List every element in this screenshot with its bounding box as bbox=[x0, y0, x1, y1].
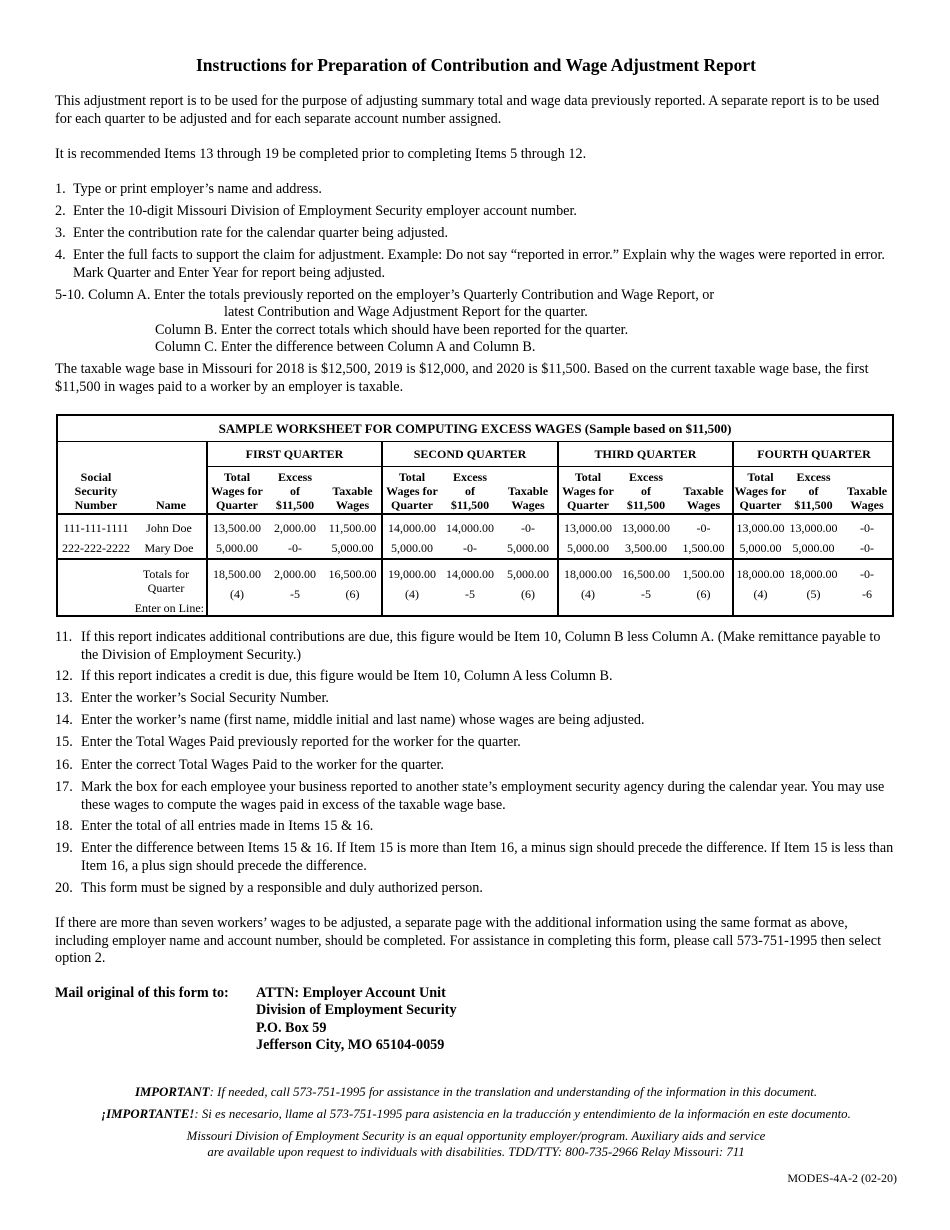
divider bbox=[559, 466, 732, 467]
header-line: Taxable bbox=[332, 484, 373, 498]
item-5-10-line-2: latest Contribution and Wage Adjustment Report for the quarter. bbox=[224, 304, 588, 320]
item-text: If this report indicates additional contributions are due, this figure would be Item 10, Column B less Column A. (Make remittance payable to the Division of Employment Security.) bbox=[81, 629, 881, 663]
total-cell: 16,500.00 bbox=[622, 567, 670, 581]
total-cell: 18,000.00 bbox=[789, 567, 838, 581]
header-line: Excess bbox=[629, 470, 663, 484]
line-ref-cell: (5) bbox=[806, 587, 821, 601]
mail-address-line: P.O. Box 59 bbox=[256, 1020, 327, 1036]
form-number: MODES-4A-2 (02-20) bbox=[787, 1171, 897, 1185]
header-line: Taxable bbox=[683, 484, 724, 498]
list-item bbox=[55, 880, 897, 898]
value-cell: 3,500.00 bbox=[625, 541, 667, 555]
totals-label bbox=[128, 567, 204, 595]
header-line: Security bbox=[74, 484, 118, 498]
value-cell: 13,000.00 bbox=[789, 521, 838, 535]
divider bbox=[208, 466, 381, 467]
list-item bbox=[55, 712, 897, 730]
divider bbox=[734, 466, 894, 467]
total-wages-header bbox=[559, 470, 617, 512]
item-number: 16. bbox=[55, 757, 73, 773]
ssn-header bbox=[58, 470, 134, 512]
value-cell: 5,000.00 bbox=[792, 541, 835, 555]
value-cell: -0- bbox=[860, 541, 874, 555]
item-number: 12. bbox=[55, 668, 73, 684]
line-ref-cell: (4) bbox=[405, 587, 419, 601]
value-cell: 5,000.00 bbox=[391, 541, 433, 555]
list-item bbox=[55, 225, 897, 243]
mail-label: Mail original of this form to: bbox=[55, 985, 229, 1001]
excess-header bbox=[441, 470, 499, 512]
importante-text: : Si es necesario, llame al 573-751-1995 para asistencia en la traducción y entendimiento de la información en este documento. bbox=[194, 1107, 851, 1121]
list-item bbox=[55, 690, 897, 708]
line-ref-cell: -5 bbox=[290, 587, 300, 601]
list-item bbox=[55, 734, 897, 752]
line-ref-cell: (4) bbox=[581, 587, 595, 601]
item-number: 15. bbox=[55, 734, 73, 750]
totals-label-line: Totals for bbox=[142, 567, 190, 581]
item-number: 17. bbox=[55, 779, 73, 795]
list-item bbox=[55, 247, 897, 283]
list-item bbox=[55, 757, 897, 775]
taxable-wages-header bbox=[499, 484, 557, 512]
value-cell: 14,000.00 bbox=[388, 521, 436, 535]
list-item bbox=[55, 668, 897, 686]
item-text: Enter the full facts to support the claim for adjustment. Example: Do not say “reported in error.” Explain why the wages were reported in error. Mark Quarter and Enter Year for report being adjusted. bbox=[73, 247, 885, 281]
header-line: Wages for bbox=[211, 484, 263, 498]
value-cell: 2,000.00 bbox=[274, 521, 316, 535]
item-text: Type or print employer’s name and address. bbox=[73, 181, 322, 197]
header-line: Quarter bbox=[739, 498, 782, 512]
header-line: Wages bbox=[850, 498, 884, 512]
excess-header bbox=[266, 470, 324, 512]
item-number: 18. bbox=[55, 818, 73, 834]
value-cell: 13,500.00 bbox=[213, 521, 261, 535]
line-ref-cell: (6) bbox=[521, 587, 535, 601]
list-item bbox=[55, 181, 897, 199]
item-text: If this report indicates a credit is due, this figure would be Item 10, Column A less Column B. bbox=[81, 668, 613, 684]
name-cell: John Doe bbox=[146, 521, 192, 535]
header-line: Wages bbox=[335, 498, 370, 512]
line-ref-cell: (6) bbox=[345, 587, 360, 601]
ssn-cell: 111-111-1111 bbox=[63, 521, 129, 535]
total-cell: 2,000.00 bbox=[274, 567, 316, 581]
total-cell: 18,500.00 bbox=[213, 567, 261, 581]
item-number: 20. bbox=[55, 880, 73, 896]
value-cell: 5,000.00 bbox=[216, 541, 258, 555]
header-line: Wages for bbox=[734, 484, 787, 498]
list-item bbox=[55, 840, 897, 876]
item-text: Enter the worker’s name (first name, middle initial and last name) whose wages are being adjusted. bbox=[81, 712, 645, 728]
value-cell: 5,000.00 bbox=[739, 541, 782, 555]
header-line: of bbox=[290, 484, 300, 498]
header-line: Wages for bbox=[562, 484, 614, 498]
header-line: Number bbox=[74, 498, 118, 512]
header-line: of bbox=[641, 484, 651, 498]
header-line: Taxable bbox=[846, 484, 888, 498]
mail-address-line: ATTN: Employer Account Unit bbox=[256, 985, 446, 1001]
item-text: Mark the box for each employee your business reported to another state’s employment security agency during the calendar year. You may use these wages to compute the wages paid in excess of the taxable wage base. bbox=[81, 779, 885, 813]
total-wages-header bbox=[208, 470, 266, 512]
taxable-wages-header bbox=[324, 484, 381, 512]
excess-header bbox=[787, 470, 840, 512]
quarter-header: FOURTH QUARTER bbox=[757, 447, 871, 461]
quarter-header: THIRD QUARTER bbox=[594, 447, 697, 461]
name-header: Name bbox=[156, 498, 186, 512]
header-line: Wages bbox=[511, 498, 545, 512]
item-text: Enter the worker’s Social Security Number. bbox=[81, 690, 329, 706]
value-cell: -0- bbox=[288, 541, 302, 555]
total-cell: 5,000.00 bbox=[507, 567, 549, 581]
item-text: Enter the contribution rate for the calendar quarter being adjusted. bbox=[73, 225, 449, 241]
taxable-wages-header bbox=[840, 484, 894, 512]
important-notice bbox=[55, 1085, 897, 1100]
line-ref-cell: (6) bbox=[696, 587, 711, 601]
item-number: 3. bbox=[55, 225, 66, 241]
header-line: Quarter bbox=[567, 498, 609, 512]
list-item bbox=[55, 818, 897, 836]
total-cell: 1,500.00 bbox=[682, 567, 725, 581]
value-cell: 5,000.00 bbox=[331, 541, 374, 555]
list-item bbox=[55, 203, 897, 221]
line-ref-cell: -5 bbox=[641, 587, 651, 601]
total-cell: 18,000.00 bbox=[736, 567, 785, 581]
divider bbox=[58, 558, 892, 560]
total-wages-header bbox=[734, 470, 787, 512]
wage-base-paragraph: The taxable wage base in Missouri for 2018 is $12,500, 2019 is $12,000, and 2020 is $11,500. Based on the current taxable wage base, the first $11,500 in wages paid to a worker by an employer is taxable. bbox=[55, 361, 869, 395]
eeo-line: Missouri Division of Employment Security is an equal opportunity employer/program. Auxiliary aids and service bbox=[186, 1129, 766, 1143]
item-number: 2. bbox=[55, 203, 66, 219]
excess-header bbox=[617, 470, 675, 512]
item-number: 19. bbox=[55, 840, 73, 856]
value-cell: 5,000.00 bbox=[507, 541, 549, 555]
line-ref-cell: -6 bbox=[862, 587, 872, 601]
divider bbox=[383, 466, 557, 467]
value-cell: -0- bbox=[521, 521, 535, 535]
taxable-wages-header bbox=[675, 484, 732, 512]
mail-address-line: Jefferson City, MO 65104-0059 bbox=[256, 1037, 445, 1053]
important-label: IMPORTANT bbox=[134, 1085, 210, 1099]
header-line: $11,500 bbox=[626, 498, 666, 512]
total-cell: 19,000.00 bbox=[388, 567, 436, 581]
line-ref-cell: -5 bbox=[465, 587, 475, 601]
divider bbox=[58, 513, 892, 515]
important-text: : If needed, call 573-751-1995 for assistance in the translation and understanding of the information in this document. bbox=[209, 1085, 818, 1099]
header-line: Wages for bbox=[386, 484, 438, 498]
header-line: Excess bbox=[453, 470, 487, 484]
item-number: 4. bbox=[55, 247, 66, 263]
item-text: Enter the difference between Items 15 & 16. If Item 15 is more than Item 16, a minus sign should precede the difference. If Item 15 is less than Item 16, a plus sign should precede the difference. bbox=[81, 840, 894, 874]
value-cell: 13,000.00 bbox=[622, 521, 670, 535]
item-number: 1. bbox=[55, 181, 66, 197]
total-cell: -0- bbox=[860, 567, 874, 581]
header-line: Quarter bbox=[216, 498, 258, 512]
header-line: Excess bbox=[796, 470, 831, 484]
enter-on-line-label: Enter on Line: bbox=[134, 601, 204, 615]
value-cell: -0- bbox=[860, 521, 874, 535]
list-item bbox=[55, 779, 897, 815]
total-wages-header bbox=[383, 470, 441, 512]
item-5-10-line-4: Column C. Enter the difference between Column A and Column B. bbox=[155, 339, 536, 355]
importante-label: ¡IMPORTANTE! bbox=[101, 1107, 195, 1121]
value-cell: 13,000.00 bbox=[736, 521, 785, 535]
importante-notice bbox=[55, 1107, 897, 1122]
value-cell: -0- bbox=[463, 541, 477, 555]
quarter-header: FIRST QUARTER bbox=[245, 447, 344, 461]
line-ref-cell: (4) bbox=[753, 587, 768, 601]
item-text: Enter the 10-digit Missouri Division of Employment Security employer account number. bbox=[73, 203, 577, 219]
value-cell: 14,000.00 bbox=[446, 521, 494, 535]
header-line: $11,500 bbox=[450, 498, 490, 512]
header-line: $11,500 bbox=[275, 498, 315, 512]
header-line: Total bbox=[747, 470, 774, 484]
line-ref-cell: (4) bbox=[230, 587, 244, 601]
item-number: 11. bbox=[55, 629, 73, 645]
total-cell: 18,000.00 bbox=[564, 567, 612, 581]
total-cell: 16,500.00 bbox=[328, 567, 377, 581]
value-cell: 1,500.00 bbox=[682, 541, 725, 555]
totals-label-line: Quarter bbox=[147, 581, 185, 595]
divider bbox=[58, 441, 892, 442]
page-title: Instructions for Preparation of Contribution and Wage Adjustment Report bbox=[195, 55, 757, 75]
item-5-10-line-1: 5-10. Column A. Enter the totals previously reported on the employer’s Quarterly Contribution and Wage Report, or bbox=[55, 287, 715, 303]
total-cell: 14,000.00 bbox=[446, 567, 494, 581]
list-item bbox=[55, 629, 897, 665]
header-line: of bbox=[808, 484, 819, 498]
header-line: Quarter bbox=[391, 498, 433, 512]
quarter-header: SECOND QUARTER bbox=[413, 447, 527, 461]
item-number: 14. bbox=[55, 712, 73, 728]
item-text: Enter the correct Total Wages Paid to the worker for the quarter. bbox=[81, 757, 444, 773]
name-cell: Mary Doe bbox=[144, 541, 194, 555]
header-line: of bbox=[465, 484, 475, 498]
ssn-cell: 222-222-2222 bbox=[62, 541, 130, 555]
header-line: Excess bbox=[278, 470, 312, 484]
header-line: Taxable bbox=[507, 484, 549, 498]
item-text: This form must be signed by a responsible and duly authorized person. bbox=[81, 880, 483, 896]
header-line: Wages bbox=[686, 498, 721, 512]
value-cell: 11,500.00 bbox=[328, 521, 377, 535]
value-cell: -0- bbox=[696, 521, 711, 535]
header-line: $11,500 bbox=[794, 498, 833, 512]
item-5-10-line-3: Column B. Enter the correct totals which should have been reported for the quarter. bbox=[155, 322, 629, 338]
sample-worksheet-table bbox=[56, 414, 894, 617]
more-workers-paragraph: If there are more than seven workers’ wages to be adjusted, a separate page with the additional information using the same format as above, including employer name and account number, should be completed. For assistance in completing this form, please call 573-751-1995 then select option 2. bbox=[55, 915, 882, 966]
header-line: Total bbox=[574, 470, 602, 484]
header-line: Total bbox=[398, 470, 426, 484]
item-text: Enter the Total Wages Paid previously reported for the worker for the quarter. bbox=[81, 734, 521, 750]
value-cell: 13,000.00 bbox=[564, 521, 612, 535]
item-text: Enter the total of all entries made in Items 15 & 16. bbox=[81, 818, 374, 834]
eeo-line: are available upon request to individuals with disabilities. TDD/TTY: 800-735-2966 Relay Missouri: 711 bbox=[207, 1145, 745, 1159]
mail-address-line: Division of Employment Security bbox=[256, 1002, 457, 1018]
worksheet-title: SAMPLE WORKSHEET FOR COMPUTING EXCESS WAGES (Sample based on $11,500) bbox=[218, 421, 732, 436]
recommend-paragraph: It is recommended Items 13 through 19 be completed prior to completing Items 5 through 12. bbox=[55, 146, 587, 162]
intro-paragraph: This adjustment report is to be used for the purpose of adjusting summary total and wage data previously reported. A separate report is to be used for each quarter to be adjusted and for each separate account number assigned. bbox=[55, 93, 880, 127]
header-line: Social bbox=[80, 470, 112, 484]
value-cell: 5,000.00 bbox=[567, 541, 609, 555]
item-number: 13. bbox=[55, 690, 73, 706]
header-line: Total bbox=[223, 470, 251, 484]
